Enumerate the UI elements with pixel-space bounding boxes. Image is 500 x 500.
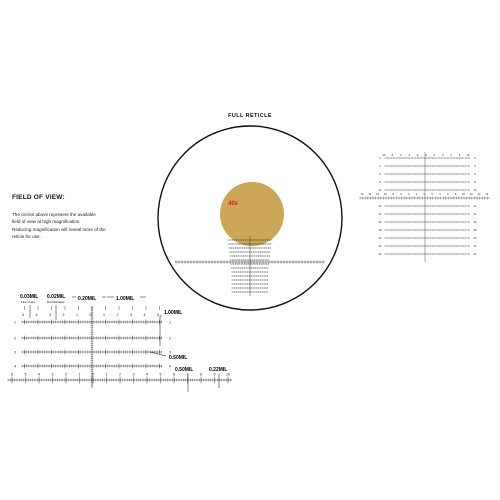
detail-top-number: 1 [103, 313, 105, 317]
mini-full-reticle [360, 152, 490, 262]
mini-axis-number: 10 [461, 193, 465, 196]
fov-text-line-3: Reducing magnification will reveal more of the [12, 227, 106, 232]
mini-row-number: 20 [378, 237, 382, 241]
detail-bottom-number: 6 [11, 372, 13, 377]
mini-top-number: 10 [382, 154, 386, 157]
detail-bottom-number: 2 [65, 372, 67, 377]
detail-bottom-number: 0 [92, 372, 94, 377]
detail-right-number: 1 [169, 320, 171, 325]
detail-top-number: 0 [89, 313, 92, 317]
mini-row-number: 12 [378, 205, 382, 209]
mini-axis-number: 2 [431, 193, 433, 196]
detail-bottom-number: 1 [78, 372, 81, 377]
detail-bottom-number: 7 [186, 372, 189, 377]
mini-row-number: 12 [473, 205, 477, 209]
mini-axis-number: 16 [360, 193, 364, 196]
mini-row-number: 18 [473, 229, 477, 233]
mini-row-number: 4 [474, 165, 476, 169]
mini-row-number: 2 [474, 157, 476, 161]
callout-050-mil-mid: 0.50MIL [169, 355, 188, 361]
callout-100-mil-top: 1.00MIL [116, 296, 135, 302]
mini-axis-number: 14 [477, 193, 481, 196]
mini-top-number: 6 [400, 154, 402, 157]
mini-row-number: 10 [378, 189, 382, 193]
mini-row-number: 16 [378, 221, 382, 225]
mini-row-number: 2 [379, 157, 381, 161]
mini-axis-number: 10 [383, 193, 387, 196]
detail-right-number: 3 [169, 350, 171, 355]
detail-left-number: 2 [14, 336, 16, 341]
detail-bottom-number: 3 [132, 372, 135, 377]
center-reticle-marks [175, 236, 325, 296]
detail-bottom-number: 6 [173, 372, 175, 377]
mini-axis-number: 8 [392, 193, 394, 196]
mini-axis-number: 0 [423, 193, 426, 196]
detail-right-number: 2 [169, 336, 171, 341]
detail-bottom-number: 5 [159, 372, 162, 377]
mini-axis-number: 6 [447, 193, 449, 196]
callout-022-mil: 0.22MIL [209, 367, 228, 373]
mini-axis-number: 16 [485, 193, 489, 196]
mini-row-number: 10 [473, 189, 477, 193]
mini-top-number: 4 [408, 154, 410, 157]
callout-050-mil-low: 0.50MIL [175, 367, 194, 373]
fov-text-line-4: reticle for use. [12, 234, 41, 239]
mini-row-number: 22 [473, 245, 477, 249]
detail-top-number: 3 [130, 313, 132, 317]
callout-fine-lines: 0.03MIL [20, 294, 39, 300]
mini-row-number: 14 [378, 213, 382, 217]
detail-top-number: 2 [62, 313, 65, 317]
detail-right-number: 4 [169, 364, 171, 369]
mini-top-number: 8 [391, 154, 394, 157]
mini-row-number: 20 [473, 237, 477, 241]
detail-top-number: 4 [143, 313, 146, 317]
mini-row-number: 24 [378, 253, 382, 257]
mini-row-number: 16 [473, 221, 477, 225]
magnification-fov-circle [220, 182, 284, 246]
dimension-callouts [20, 294, 227, 392]
mini-row-number: 18 [378, 229, 382, 233]
mini-top-number: 4 [442, 154, 444, 157]
detail-left-number: 1 [14, 320, 16, 325]
detail-bottom-number: 2 [119, 372, 121, 377]
detail-left-number: 4 [14, 364, 16, 369]
mini-axis-number: 8 [454, 193, 457, 196]
page-title: FULL RETICLE [228, 113, 272, 119]
detail-top-number: 5 [22, 313, 24, 317]
detail-top-number: 4 [35, 313, 38, 317]
mini-row-number: 24 [473, 253, 477, 257]
callout-020-mil: 0.20MIL [78, 296, 97, 302]
mini-axis-number: 4 [439, 193, 441, 196]
reticle-detail-diagram [8, 306, 232, 388]
mini-row-number: 8 [379, 181, 381, 185]
callout-dot-diameter: 0.02MIL [47, 294, 66, 300]
detail-bottom-number: 1 [105, 372, 108, 377]
mini-axis-number: 14 [368, 193, 372, 196]
mini-row-number: 8 [474, 181, 476, 185]
detail-bottom-number: 3 [51, 372, 54, 377]
detail-bottom-number: 8 [200, 372, 202, 377]
mini-top-number: 10 [466, 154, 470, 157]
mini-axis-number: 6 [400, 193, 402, 196]
callout-100-mil-right: 1.00MIL [164, 310, 183, 316]
mini-axis-number: 2 [415, 193, 418, 196]
mini-row-number: 14 [473, 213, 477, 217]
mini-axis-number: 4 [408, 193, 410, 196]
mini-top-number: 0 [425, 154, 427, 157]
callout-fine-lines-caption: Fine Lines [21, 300, 35, 304]
mini-top-number: 2 [433, 154, 436, 157]
detail-bottom-number: 5 [24, 372, 27, 377]
mini-row-number: 4 [379, 165, 381, 169]
mini-top-number: 6 [450, 154, 452, 157]
mini-axis-number: 12 [376, 193, 380, 196]
detail-bottom-number: 9 [213, 372, 216, 377]
fov-text-line-1: The circles above represent the available [12, 212, 96, 217]
detail-top-number: 3 [49, 313, 51, 317]
mini-top-number: 2 [416, 154, 419, 157]
fov-heading: FIELD OF VIEW: [12, 194, 65, 201]
detail-bottom-number: 10 [226, 372, 230, 377]
mini-top-number: 8 [458, 154, 461, 157]
magnification-label: 40x [228, 201, 239, 207]
mini-row-number: 6 [379, 173, 381, 177]
fov-text-line-2: field of view at high magnification. [12, 219, 81, 224]
detail-top-number: 1 [76, 313, 78, 317]
callout-dot-diameter-caption: Dot Diameter [47, 300, 65, 304]
detail-bottom-number: 4 [146, 372, 148, 377]
detail-bottom-number: 4 [38, 372, 40, 377]
mini-axis-number: 12 [469, 193, 473, 196]
detail-top-number: 2 [116, 313, 119, 317]
mini-row-number: 22 [378, 245, 382, 249]
detail-left-number: 3 [14, 350, 16, 355]
detail-top-number: 5 [157, 313, 159, 317]
mini-row-number: 6 [474, 173, 476, 177]
